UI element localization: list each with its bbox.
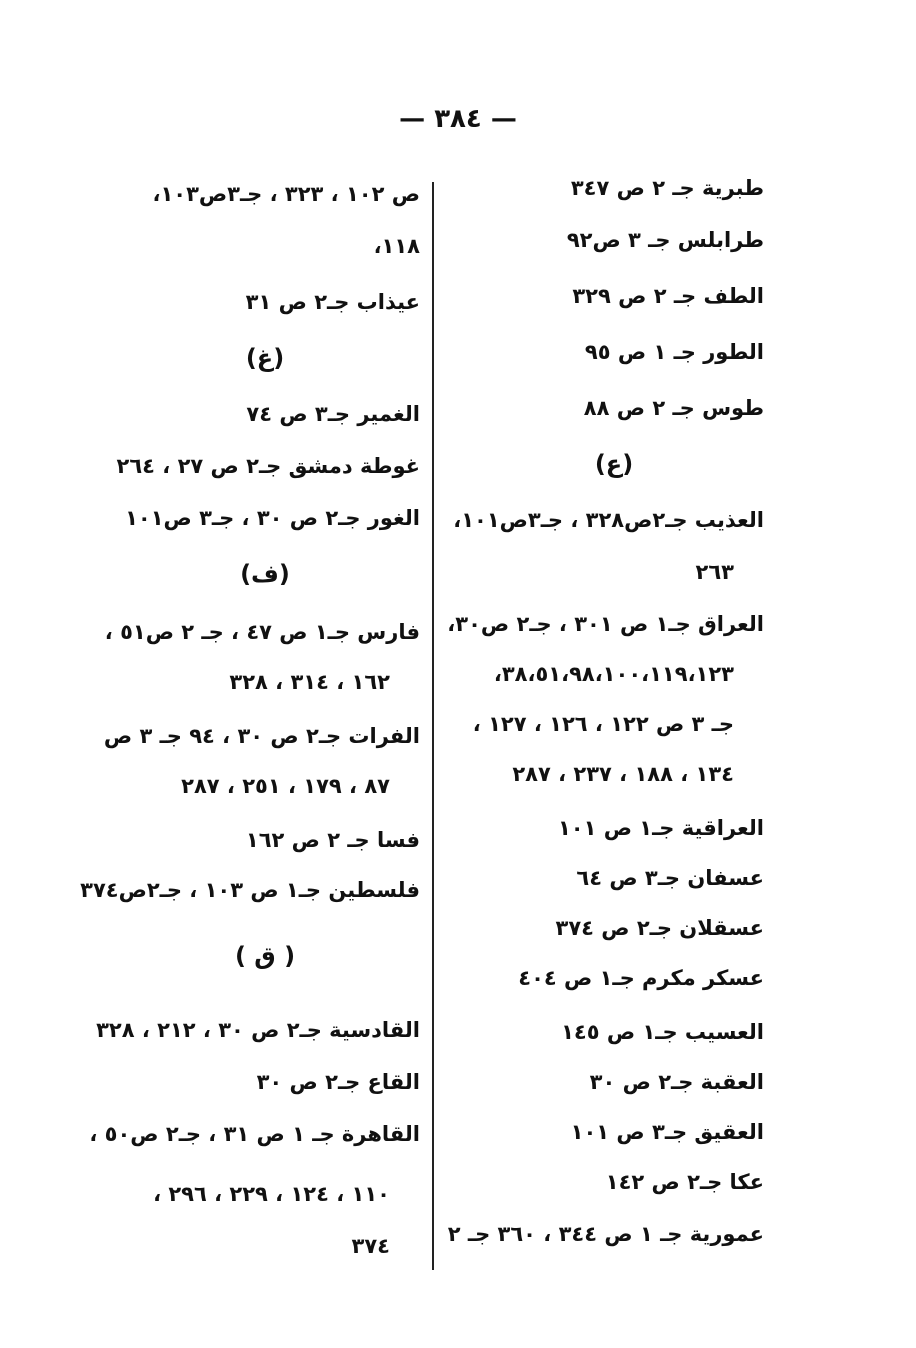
index-entry: ١١٨، <box>373 234 420 258</box>
index-entry: ٨٧ ، ١٧٩ ، ٢٥١ ، ٢٨٧ <box>181 774 390 798</box>
index-entry: ٢٦٣ <box>695 560 734 584</box>
index-entry: العراقية جـ١ ص ١٠١ <box>557 816 764 840</box>
index-entry: القاهرة جـ ١ ص ٣١ ، جـ٢ ص٥٠ ، <box>89 1122 420 1146</box>
index-entry: ٣٧٤ <box>351 1234 390 1258</box>
section-letter: (ف) <box>240 560 290 588</box>
index-entry: فسا جـ ٢ ص ١٦٢ <box>245 828 420 852</box>
index-entry: الطف جـ ٢ ص ٣٢٩ <box>572 284 764 308</box>
index-entry: القاع جـ٢ ص ٣٠ <box>256 1070 420 1094</box>
index-entry: طبرية جـ ٢ ص ٣٤٧ <box>570 176 764 200</box>
index-entry: العسيب جـ١ ص ١٤٥ <box>561 1020 764 1044</box>
index-entry: ص ١٠٢ ، ٣٢٣ ، جـ٣ص١٠٣، <box>152 182 420 206</box>
index-entry: العقيق جـ٣ ص ١٠١ <box>570 1120 764 1144</box>
index-entry: العراق جـ١ ص ٣٠١ ، جـ٢ ص٣٠، <box>447 612 764 636</box>
index-entry: ١٦٢ ، ٣١٤ ، ٣٢٨ <box>229 670 390 694</box>
index-entry: غوطة دمشق جـ٢ ص ٢٧ ، ٢٦٤ <box>116 454 420 478</box>
column-divider <box>432 182 434 1270</box>
index-entry: ٣٨،٥١،٩٨،١٠٠،١١٩،١٢٣، <box>493 662 734 686</box>
index-entry: الفرات جـ٢ ص ٣٠ ، ٩٤ جـ ٣ ص <box>103 724 420 748</box>
index-entry: الطور جـ ١ ص ٩٥ <box>584 340 764 364</box>
index-entry: عسقلان جـ٢ ص ٣٧٤ <box>555 916 764 940</box>
index-entry: عيذاب جـ٢ ص ٣١ <box>245 290 420 314</box>
index-entry: الغمير جـ٣ ص ٧٤ <box>246 402 420 426</box>
index-entry: عمورية جـ ١ ص ٣٤٤ ، ٣٦٠ جـ ٢ <box>447 1222 764 1246</box>
index-entry: فارس جـ١ ص ٤٧ ، جـ ٢ ص٥١ ، <box>104 620 420 644</box>
index-entry: عسفان جـ٣ ص ٦٤ <box>576 866 764 890</box>
index-entry: العذيب جـ٢ص٣٢٨ ، جـ٣ص١٠١، <box>453 508 764 532</box>
section-letter: (غ) <box>245 344 285 372</box>
index-entry: ١١٠ ، ١٢٤ ، ٢٢٩ ، ٢٩٦ ، <box>153 1182 390 1206</box>
index-entry: ١٣٤ ، ١٨٨ ، ٢٣٧ ، ٢٨٧ <box>512 762 734 786</box>
index-entry: العقبة جـ٢ ص ٣٠ <box>589 1070 764 1094</box>
index-entry: عكا جـ٢ ص ١٤٢ <box>605 1170 764 1194</box>
section-letter: (ع) <box>594 450 634 478</box>
index-entry: عسكر مكرم جـ١ ص ٤٠٤ <box>518 966 764 990</box>
index-entry: طرابلس جـ ٣ ص٩٢ <box>566 228 764 252</box>
index-entry: فلسطين جـ١ ص ١٠٣ ، جـ٢ص٣٧٤ <box>80 878 420 902</box>
index-entry: القادسية جـ٢ ص ٣٠ ، ٢١٢ ، ٣٢٨ <box>96 1018 420 1042</box>
index-entry: جـ ٣ ص ١٢٢ ، ١٢٦ ، ١٢٧ ، <box>472 712 734 736</box>
index-entry: طوس جـ ٢ ص ٨٨ <box>583 396 764 420</box>
page-number: — ٣٨٤ — <box>399 104 517 134</box>
index-entry: الغور جـ٢ ص ٣٠ ، جـ٣ ص١٠١ <box>125 506 420 530</box>
section-letter: ( ق ) <box>234 942 296 970</box>
